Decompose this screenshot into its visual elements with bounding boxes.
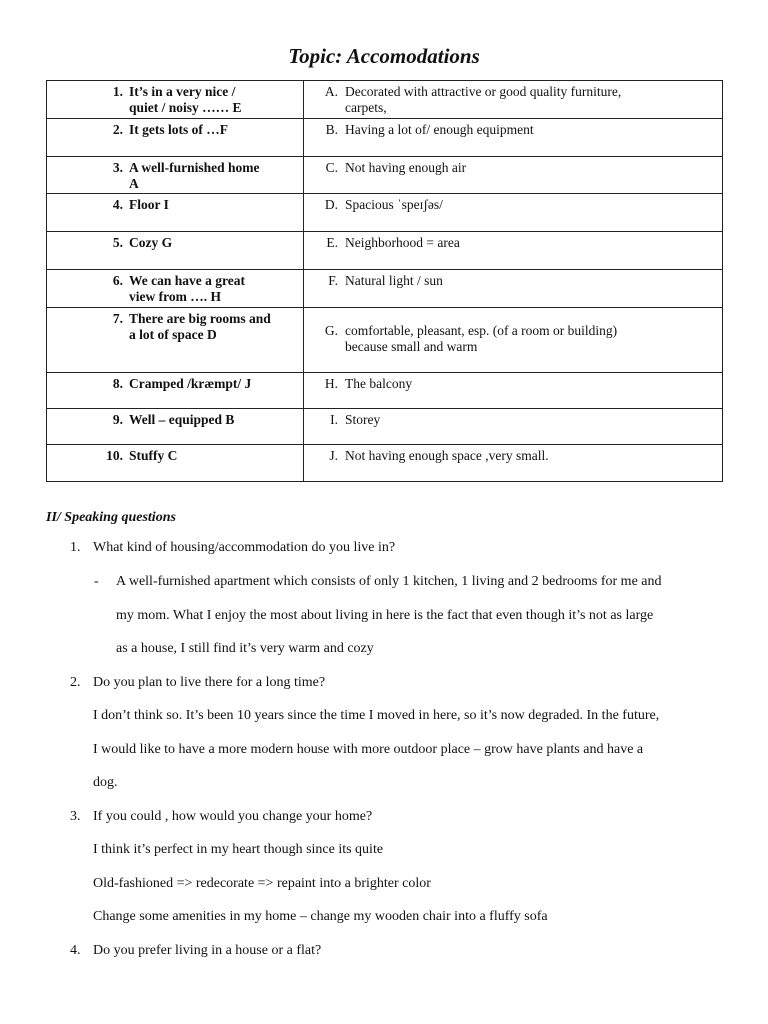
term-cell <box>47 232 304 270</box>
term-text <box>129 122 299 138</box>
question-4-number: 4. <box>70 943 81 958</box>
definition-letter: B. <box>325 122 338 137</box>
definition-cell <box>304 157 723 194</box>
answer-2-line-2: I would like to have a more modern house with more outdoor place – grow have plants and have a <box>93 742 644 757</box>
question-2-text: Do you plan to live there for a long time? <box>93 675 326 690</box>
term-text <box>129 448 299 464</box>
definition-letter: C. <box>325 160 338 175</box>
term-line: Well – equipped B <box>129 412 235 427</box>
term-line: Floor I <box>129 197 169 212</box>
term-cell <box>47 445 304 482</box>
answer-1-line-1: A well-furnished apartment which consists of only 1 kitchen, 1 living and 2 bedrooms for me and <box>116 574 662 589</box>
question-1-number: 1. <box>70 540 81 555</box>
definition-text <box>345 197 718 213</box>
definition-text <box>345 273 718 289</box>
definition-line: comfortable, pleasant, esp. (of a room or building) <box>345 323 618 338</box>
answer-1-line-3: as a house, I still find it’s very warm and cozy <box>116 641 374 656</box>
definition-text <box>345 160 718 176</box>
term-number: 7. <box>112 311 123 326</box>
definition-line: Neighborhood = area <box>345 235 460 250</box>
term-cell <box>47 194 304 232</box>
page-title: Topic: Accomodations <box>288 44 480 68</box>
term-number: 2. <box>112 122 123 137</box>
table-row <box>47 445 723 482</box>
term-line: Stuffy C <box>129 448 178 463</box>
term-line: There are big rooms and <box>129 311 271 326</box>
definition-letter: A. <box>324 84 338 99</box>
term-number: 5. <box>112 235 123 250</box>
term-text <box>129 235 299 251</box>
table-row <box>47 232 723 270</box>
term-number: 4. <box>112 197 123 212</box>
term-number: 6. <box>112 273 123 288</box>
definition-line: carpets, <box>345 100 387 115</box>
term-cell <box>47 157 304 194</box>
term-line: A well-furnished home <box>129 160 260 175</box>
definition-letter: D. <box>324 197 338 212</box>
term-line: Cramped /kræmpt/ J <box>129 376 252 391</box>
question-4-text: Do you prefer living in a house or a flat? <box>93 943 322 958</box>
definition-cell <box>304 232 723 270</box>
term-line: A <box>129 176 139 191</box>
term-text <box>129 376 299 392</box>
definition-letter: E. <box>326 235 338 250</box>
section-heading: II/ Speaking questions <box>46 510 176 525</box>
answer-2-line-1: I don’t think so. It’s been 10 years since the time I moved in here, so it’s now degraded. In the future, <box>93 708 660 723</box>
definition-cell <box>304 373 723 409</box>
definition-cell <box>304 409 723 445</box>
term-text <box>129 160 299 192</box>
definition-line: Natural light / sun <box>345 273 443 288</box>
term-text <box>129 273 299 305</box>
term-number: 10. <box>106 448 123 463</box>
definition-cell <box>304 308 723 373</box>
term-number: 9. <box>112 412 123 427</box>
term-line: It’s in a very nice / <box>129 84 236 99</box>
term-cell <box>47 308 304 373</box>
term-line: It gets lots of …F <box>129 122 228 137</box>
definition-letter: I. <box>330 412 338 427</box>
question-3-number: 3. <box>70 809 81 824</box>
answer-3-line-1: I think it’s perfect in my heart though since its quite <box>93 842 384 857</box>
definition-text <box>345 122 718 138</box>
definition-line: Spacious ˈspeɪʃəs/ <box>345 197 443 212</box>
term-cell <box>47 81 304 119</box>
term-cell <box>47 119 304 157</box>
definition-text <box>345 235 718 251</box>
definition-text <box>345 412 718 428</box>
term-text <box>129 311 299 343</box>
term-line: a lot of space D <box>129 327 217 342</box>
question-1-text: What kind of housing/accommodation do you live in? <box>93 540 396 555</box>
definition-letter: J. <box>329 448 338 463</box>
term-cell <box>47 409 304 445</box>
term-cell <box>47 270 304 308</box>
question-3-text: If you could , how would you change your home? <box>93 809 373 824</box>
table-row <box>47 373 723 409</box>
term-number: 3. <box>112 160 123 175</box>
definition-letter: H. <box>324 376 338 391</box>
table-row <box>47 157 723 194</box>
term-number: 1. <box>112 84 123 99</box>
definition-cell <box>304 270 723 308</box>
term-line: view from …. H <box>129 289 221 304</box>
definition-text <box>345 323 718 355</box>
definition-text <box>345 84 718 116</box>
definition-line: Not having enough space ,very small. <box>345 448 549 463</box>
definition-line: The balcony <box>345 376 413 391</box>
term-text <box>129 197 299 213</box>
definition-line: Decorated with attractive or good quality furniture, <box>345 84 622 99</box>
term-text <box>129 412 299 428</box>
table-row <box>47 81 723 119</box>
answer-1-bullet: - <box>94 574 99 589</box>
definition-line: Not having enough air <box>345 160 467 175</box>
term-text <box>129 84 299 116</box>
term-line: quiet / noisy …… E <box>129 100 242 115</box>
term-line: We can have a great <box>129 273 245 288</box>
definition-cell <box>304 81 723 119</box>
table-row <box>47 119 723 157</box>
definition-letter: F. <box>328 273 338 288</box>
table-row <box>47 409 723 445</box>
definition-text <box>345 448 718 464</box>
table-row <box>47 308 723 373</box>
answer-3-line-3: Change some amenities in my home – change my wooden chair into a fluffy sofa <box>93 909 548 924</box>
definition-line: because small and warm <box>345 339 478 354</box>
answer-1-line-2: my mom. What I enjoy the most about living in here is the fact that even though it’s not as large <box>116 608 654 623</box>
definition-line: Storey <box>345 412 381 427</box>
definition-letter: G. <box>324 323 338 338</box>
definition-cell <box>304 445 723 482</box>
question-2-number: 2. <box>70 675 81 690</box>
answer-3-line-2: Old-fashioned => redecorate => repaint into a brighter color <box>93 876 431 891</box>
answer-2-line-3: dog. <box>93 775 118 790</box>
definition-cell <box>304 119 723 157</box>
vocabulary-table <box>46 80 723 482</box>
table-row <box>47 194 723 232</box>
definition-text <box>345 376 718 392</box>
table-row <box>47 270 723 308</box>
term-line: Cozy G <box>129 235 173 250</box>
definition-cell <box>304 194 723 232</box>
definition-line: Having a lot of/ enough equipment <box>345 122 534 137</box>
term-cell <box>47 373 304 409</box>
term-number: 8. <box>112 376 123 391</box>
